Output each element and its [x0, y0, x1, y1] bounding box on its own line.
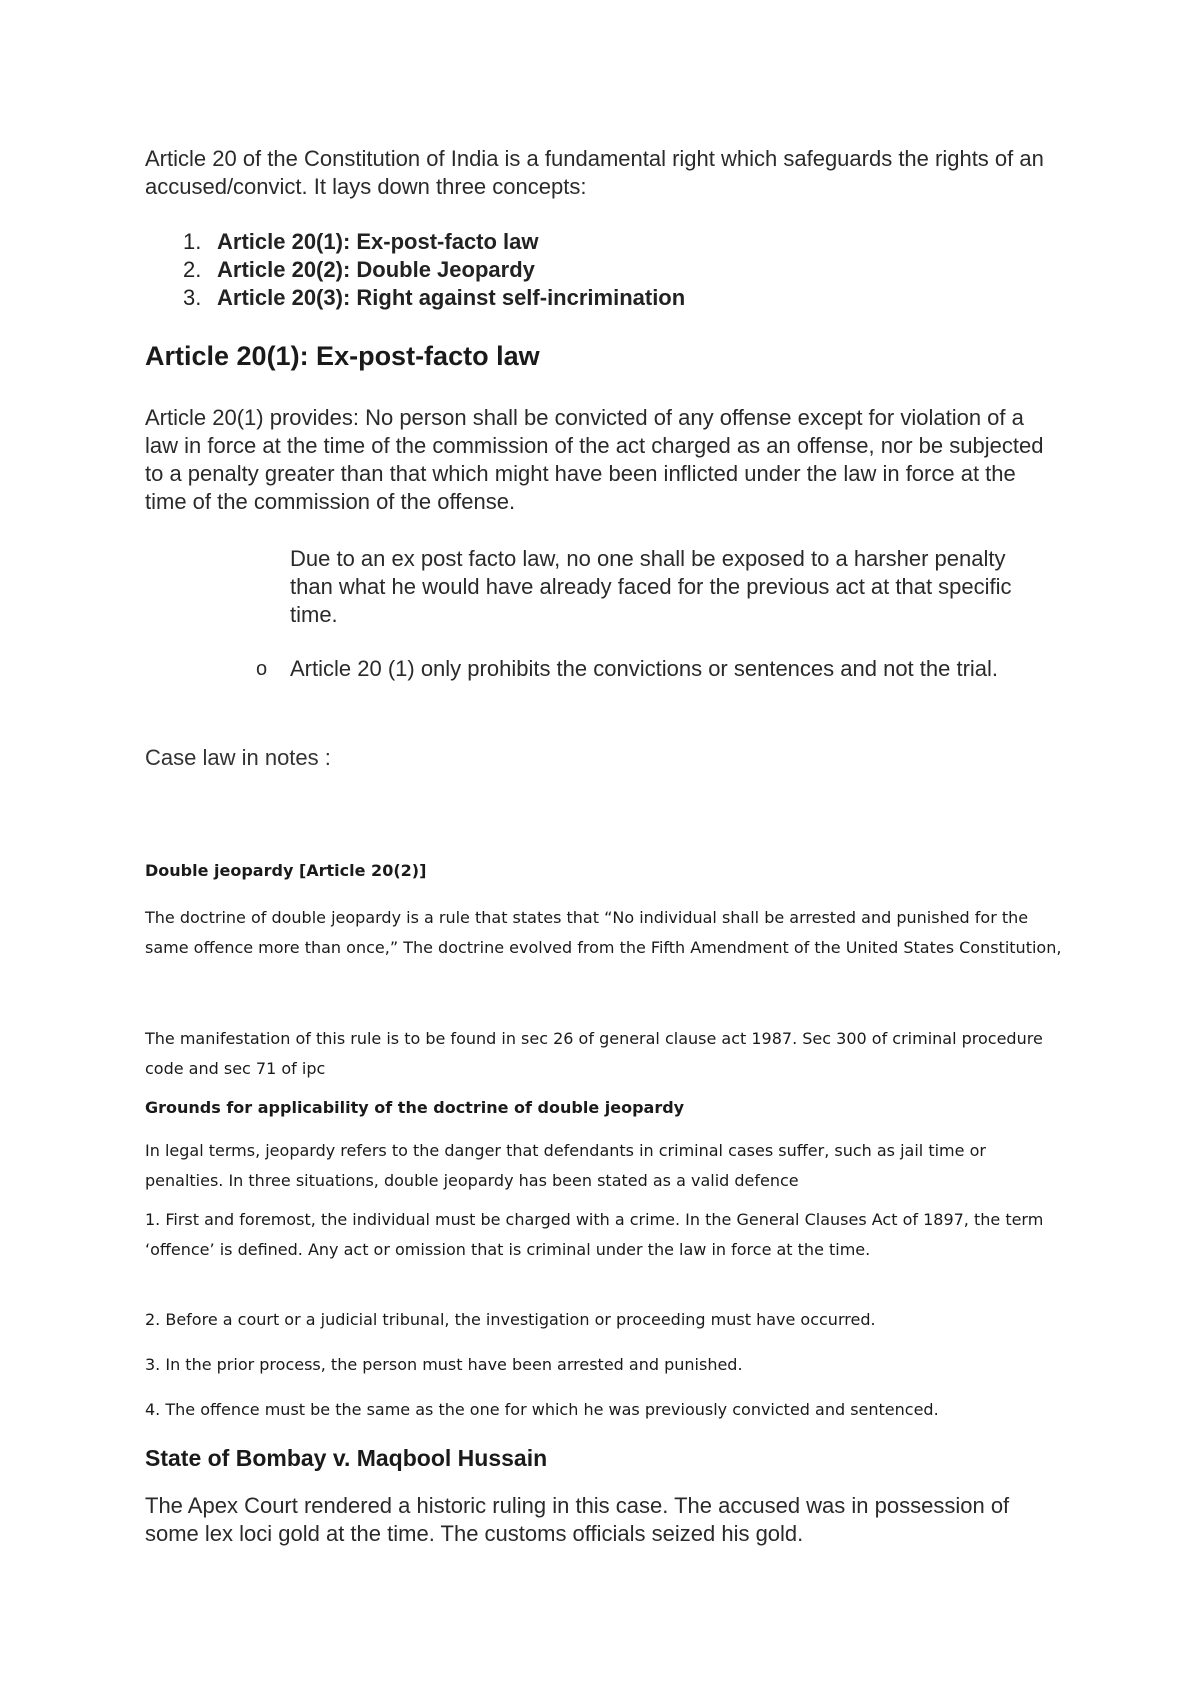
jeopardy-definition-paragraph: In legal terms, jeopardy refers to the danger that defendants in criminal cases suffer, such as jail time or penalties. In three situations, double jeopardy has been stated as a valid defence: [145, 1141, 986, 1190]
case-paragraph: The Apex Court rendered a historic ruling in this case. The accused was in possession of some lex loci gold at the time. The customs officials seized his gold.: [145, 1493, 1010, 1546]
ground-item: 1. First and foremost, the individual must be charged with a crime. In the General Clauses Act of 1897, the term ‘offence’ is defined. Any act or omission that is criminal under the law in force at the time.: [145, 1210, 1044, 1259]
manifestation-paragraph: The manifestation of this rule is to be found in sec 26 of general clause act 1987. Sec 300 of criminal procedure code and sec 71 of ipc: [145, 1029, 1043, 1078]
list-item: 3. Article 20(3): Right against self-incrimination: [183, 285, 686, 310]
intro-paragraph: Article 20 of the Constitution of India is a fundamental right which safeguards the rights of an accused/convict. It lays down three concepts:: [145, 146, 1044, 199]
case-law-note: Case law in notes :: [145, 745, 331, 770]
bullet-text: Article 20 (1) only prohibits the convictions or sentences and not the trial.: [290, 656, 999, 681]
double-jeopardy-paragraph: The doctrine of double jeopardy is a rule that states that “No individual shall be arrested and punished for the same offence more than once,” The doctrine evolved from the Fifth Amendment of the United States Constitution,: [145, 908, 1062, 957]
concepts-list: [145, 228, 685, 312]
section-heading-ex-post-facto: Article 20(1): Ex-post-facto law: [145, 341, 540, 371]
bullet-item: [256, 654, 1056, 684]
ground-item: 2. Before a court or a judicial tribunal, the investigation or proceeding must have occurred.: [145, 1310, 876, 1329]
list-item: 2. Article 20(2): Double Jeopardy: [183, 257, 535, 282]
case-heading: State of Bombay v. Maqbool Hussain: [145, 1445, 548, 1471]
grounds-heading: Grounds for applicability of the doctrine of double jeopardy: [145, 1098, 685, 1117]
article-20-1-paragraph: Article 20(1) provides: No person shall be convicted of any offense except for violation of a law in force at the time of the commission of the act charged as an offense, nor be subjected to a penalty greater than that which might have been inflicted under the law in force at the time of the commission of the offense.: [145, 405, 1044, 514]
bullet-marker: o: [256, 658, 268, 680]
list-item: 1. Article 20(1): Ex-post-facto law: [183, 229, 539, 254]
ground-item: 4. The offence must be the same as the one for which he was previously convicted and sentenced.: [145, 1400, 939, 1419]
section-heading-double-jeopardy: Double jeopardy [Article 20(2)]: [145, 861, 427, 880]
ex-post-facto-note: Due to an ex post facto law, no one shall be exposed to a harsher penalty than what he would have already faced for the previous act at that specific time.: [290, 546, 1012, 627]
ground-item: 3. In the prior process, the person must have been arrested and punished.: [145, 1355, 743, 1374]
